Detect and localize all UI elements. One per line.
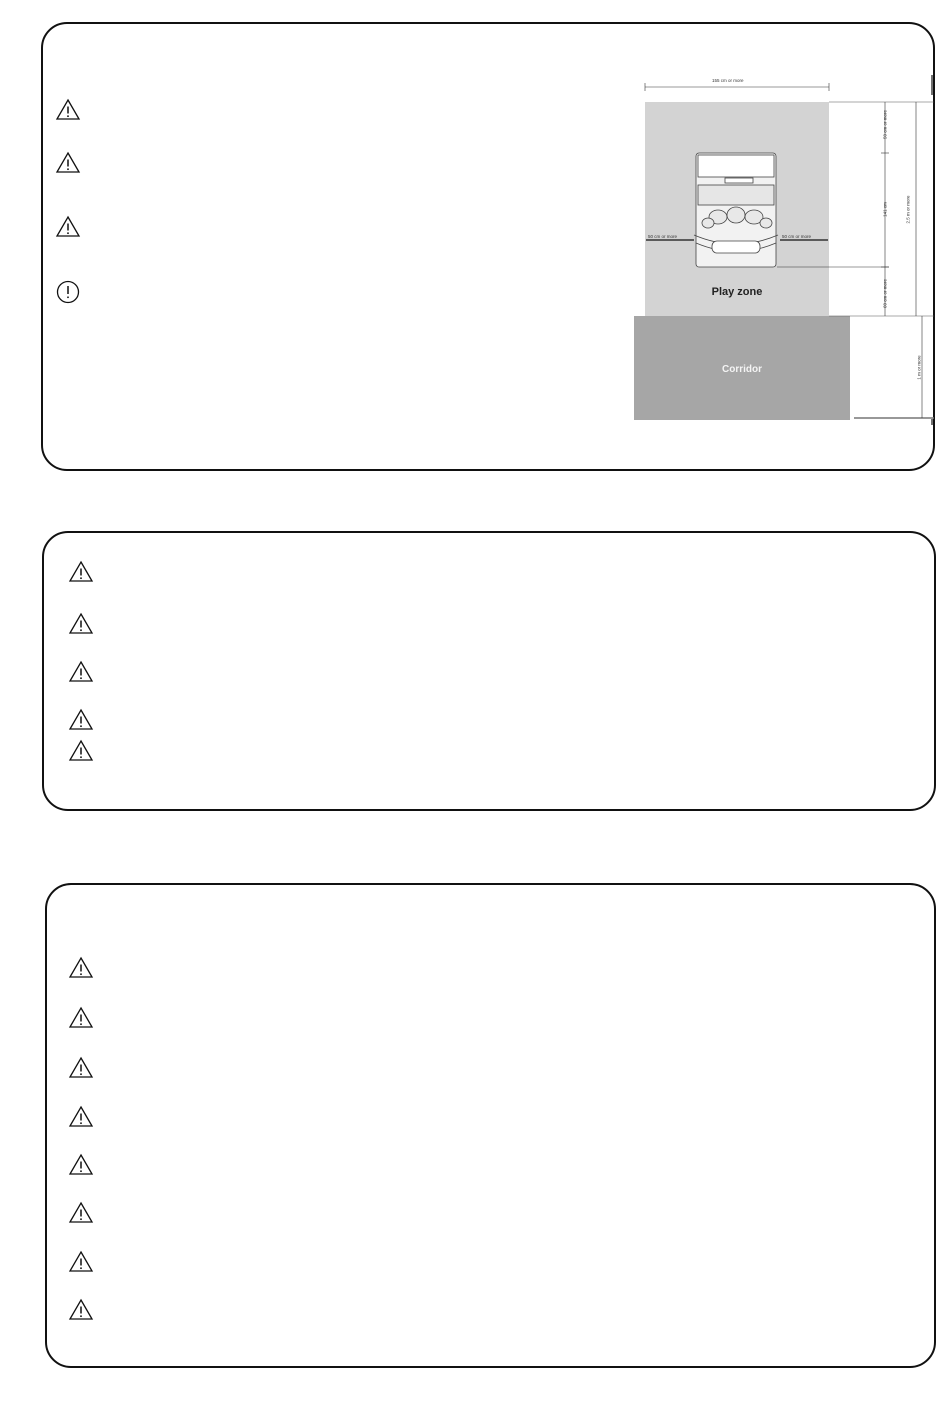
dimension-top-clearance: 50 cm or more [882,110,888,140]
warning-triangle-icon [68,707,94,733]
dimension-total-depth: 2.5 m or more [905,195,911,224]
warning-triangle-icon [68,1005,94,1031]
warning-triangle-icon [68,1104,94,1130]
warning-triangle-icon [55,97,81,123]
dimension-top-width: 155 cm or more [712,78,744,83]
warning-triangle-icon [68,955,94,981]
warning-triangle-icon [68,1297,94,1323]
arcade-machine [694,153,778,267]
warning-triangle-icon [68,559,94,585]
dimension-left-clearance: 50 cm or more [648,234,678,239]
installation-diagram [632,75,938,425]
warning-triangle-icon [68,1249,94,1275]
dimension-machine-depth: 141 cm [882,202,888,217]
operation-panel [45,883,936,1368]
warning-triangle-icon [68,1055,94,1081]
warning-triangle-icon [68,659,94,685]
warning-triangle-icon [55,150,81,176]
warning-triangle-icon [68,1200,94,1226]
exclamation-circle-icon [55,279,81,305]
warning-triangle-icon [55,214,81,240]
dimension-right-clearance: 50 cm or more [782,234,812,239]
warning-triangle-icon [68,611,94,637]
dimension-corridor-width: 1 m or more [916,355,922,380]
warning-triangle-icon [68,738,94,764]
safety-panel [42,531,936,811]
warning-triangle-icon [68,1152,94,1178]
play-zone-label: Play zone [711,286,763,298]
dimension-front-clearance: 60 cm or more [882,279,888,309]
corridor-label: Corridor [722,364,762,375]
